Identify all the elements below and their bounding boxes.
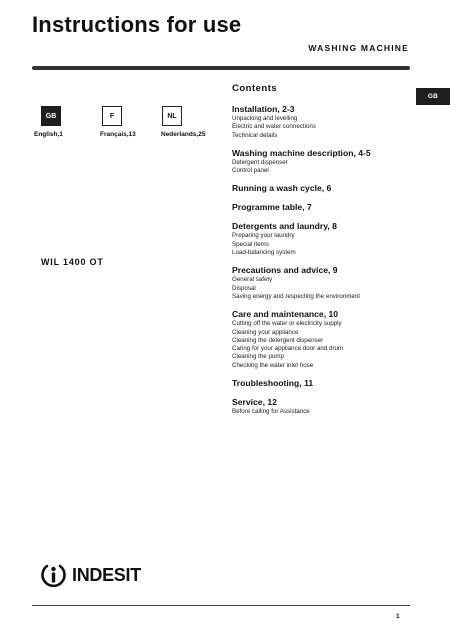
contents-subitem[interactable]: Unpacking and levelling (232, 115, 298, 122)
contents-subitems (232, 115, 437, 140)
contents-subitem[interactable]: Special items (232, 240, 269, 248)
contents-section-title[interactable]: Programme table, 7 (232, 202, 312, 213)
contents-subitem[interactable]: Cleaning the detergent dispenser (232, 336, 324, 344)
contents-section-title[interactable]: Precautions and advice, 9 (232, 265, 338, 276)
contents-heading: Contents (232, 83, 278, 94)
contents-section (232, 308, 437, 370)
contents-section (232, 201, 437, 213)
contents-section-title[interactable]: Running a wash cycle, 6 (232, 183, 332, 194)
contents-section-title[interactable]: Troubleshooting, 11 (232, 378, 314, 389)
table-of-contents (232, 83, 437, 423)
page-title: Instructions for use (32, 12, 242, 37)
contents-subitems (232, 276, 437, 301)
contents-subitems (232, 232, 437, 257)
contents-subitem[interactable]: Electric and water connections (232, 123, 316, 131)
contents-section (232, 377, 437, 389)
language-box-f[interactable]: F (102, 106, 122, 126)
contents-subitem[interactable]: Disposal (232, 284, 256, 292)
contents-subitem[interactable]: Load-balancing system (232, 249, 296, 257)
contents-subitems (232, 408, 437, 416)
contents-subitem[interactable]: General safety (232, 276, 273, 284)
contents-section-title[interactable]: Service, 12 (232, 397, 277, 408)
contents-section (232, 103, 437, 140)
contents-section (232, 264, 437, 301)
language-label-nederlands[interactable]: Nederlands,25 (161, 131, 206, 138)
contents-subitem[interactable]: Cleaning the pump (232, 353, 284, 361)
footer-divider (32, 605, 410, 606)
contents-subitem[interactable]: Control panel (232, 167, 269, 175)
contents-section (232, 147, 437, 176)
contents-subitem[interactable]: Detergent dispenser (232, 158, 288, 166)
language-box-nl[interactable]: NL (162, 106, 182, 126)
language-box-gb[interactable]: GB (41, 106, 61, 126)
contents-subitems (232, 320, 437, 370)
language-label-francais[interactable]: Français,13 (100, 131, 136, 138)
contents-subitem[interactable]: Technical details (232, 131, 278, 139)
contents-section-title[interactable]: Care and maintenance, 10 (232, 309, 339, 320)
indesit-logo (40, 562, 141, 588)
contents-section-title[interactable]: Washing machine description, 4-5 (232, 147, 371, 158)
contents-subitem[interactable]: Saving energy and respecting the environment (232, 292, 360, 300)
contents-section-title[interactable]: Installation, 2-3 (232, 104, 295, 114)
contents-section (232, 396, 437, 416)
contents-subitem[interactable]: Cleaning your appliance (232, 328, 299, 336)
language-label-english[interactable]: English,1 (34, 131, 63, 138)
contents-subitem[interactable]: Caring for your appliance door and drum (232, 345, 344, 353)
page-number: 1 (396, 613, 400, 620)
contents-subitem[interactable]: Before calling for Assistance (232, 408, 310, 416)
brand-name: INDESIT (72, 564, 141, 585)
contents-subitem[interactable]: Checking the water inlet hose (232, 361, 314, 369)
contents-subitem[interactable]: Preparing your laundry (232, 232, 295, 240)
contents-section (232, 182, 437, 194)
language-side-tab: GB (416, 88, 450, 105)
indesit-logo-icon (40, 562, 67, 588)
contents-subitem[interactable]: Cutting off the water or electricity supply (232, 320, 342, 328)
header-divider (32, 66, 410, 70)
contents-section (232, 220, 437, 257)
contents-subitems (232, 159, 437, 176)
contents-section-title[interactable]: Detergents and laundry, 8 (232, 221, 337, 232)
document-subtitle: WASHING MACHINE (308, 43, 409, 53)
model-number: WIL 1400 OT (41, 257, 104, 267)
